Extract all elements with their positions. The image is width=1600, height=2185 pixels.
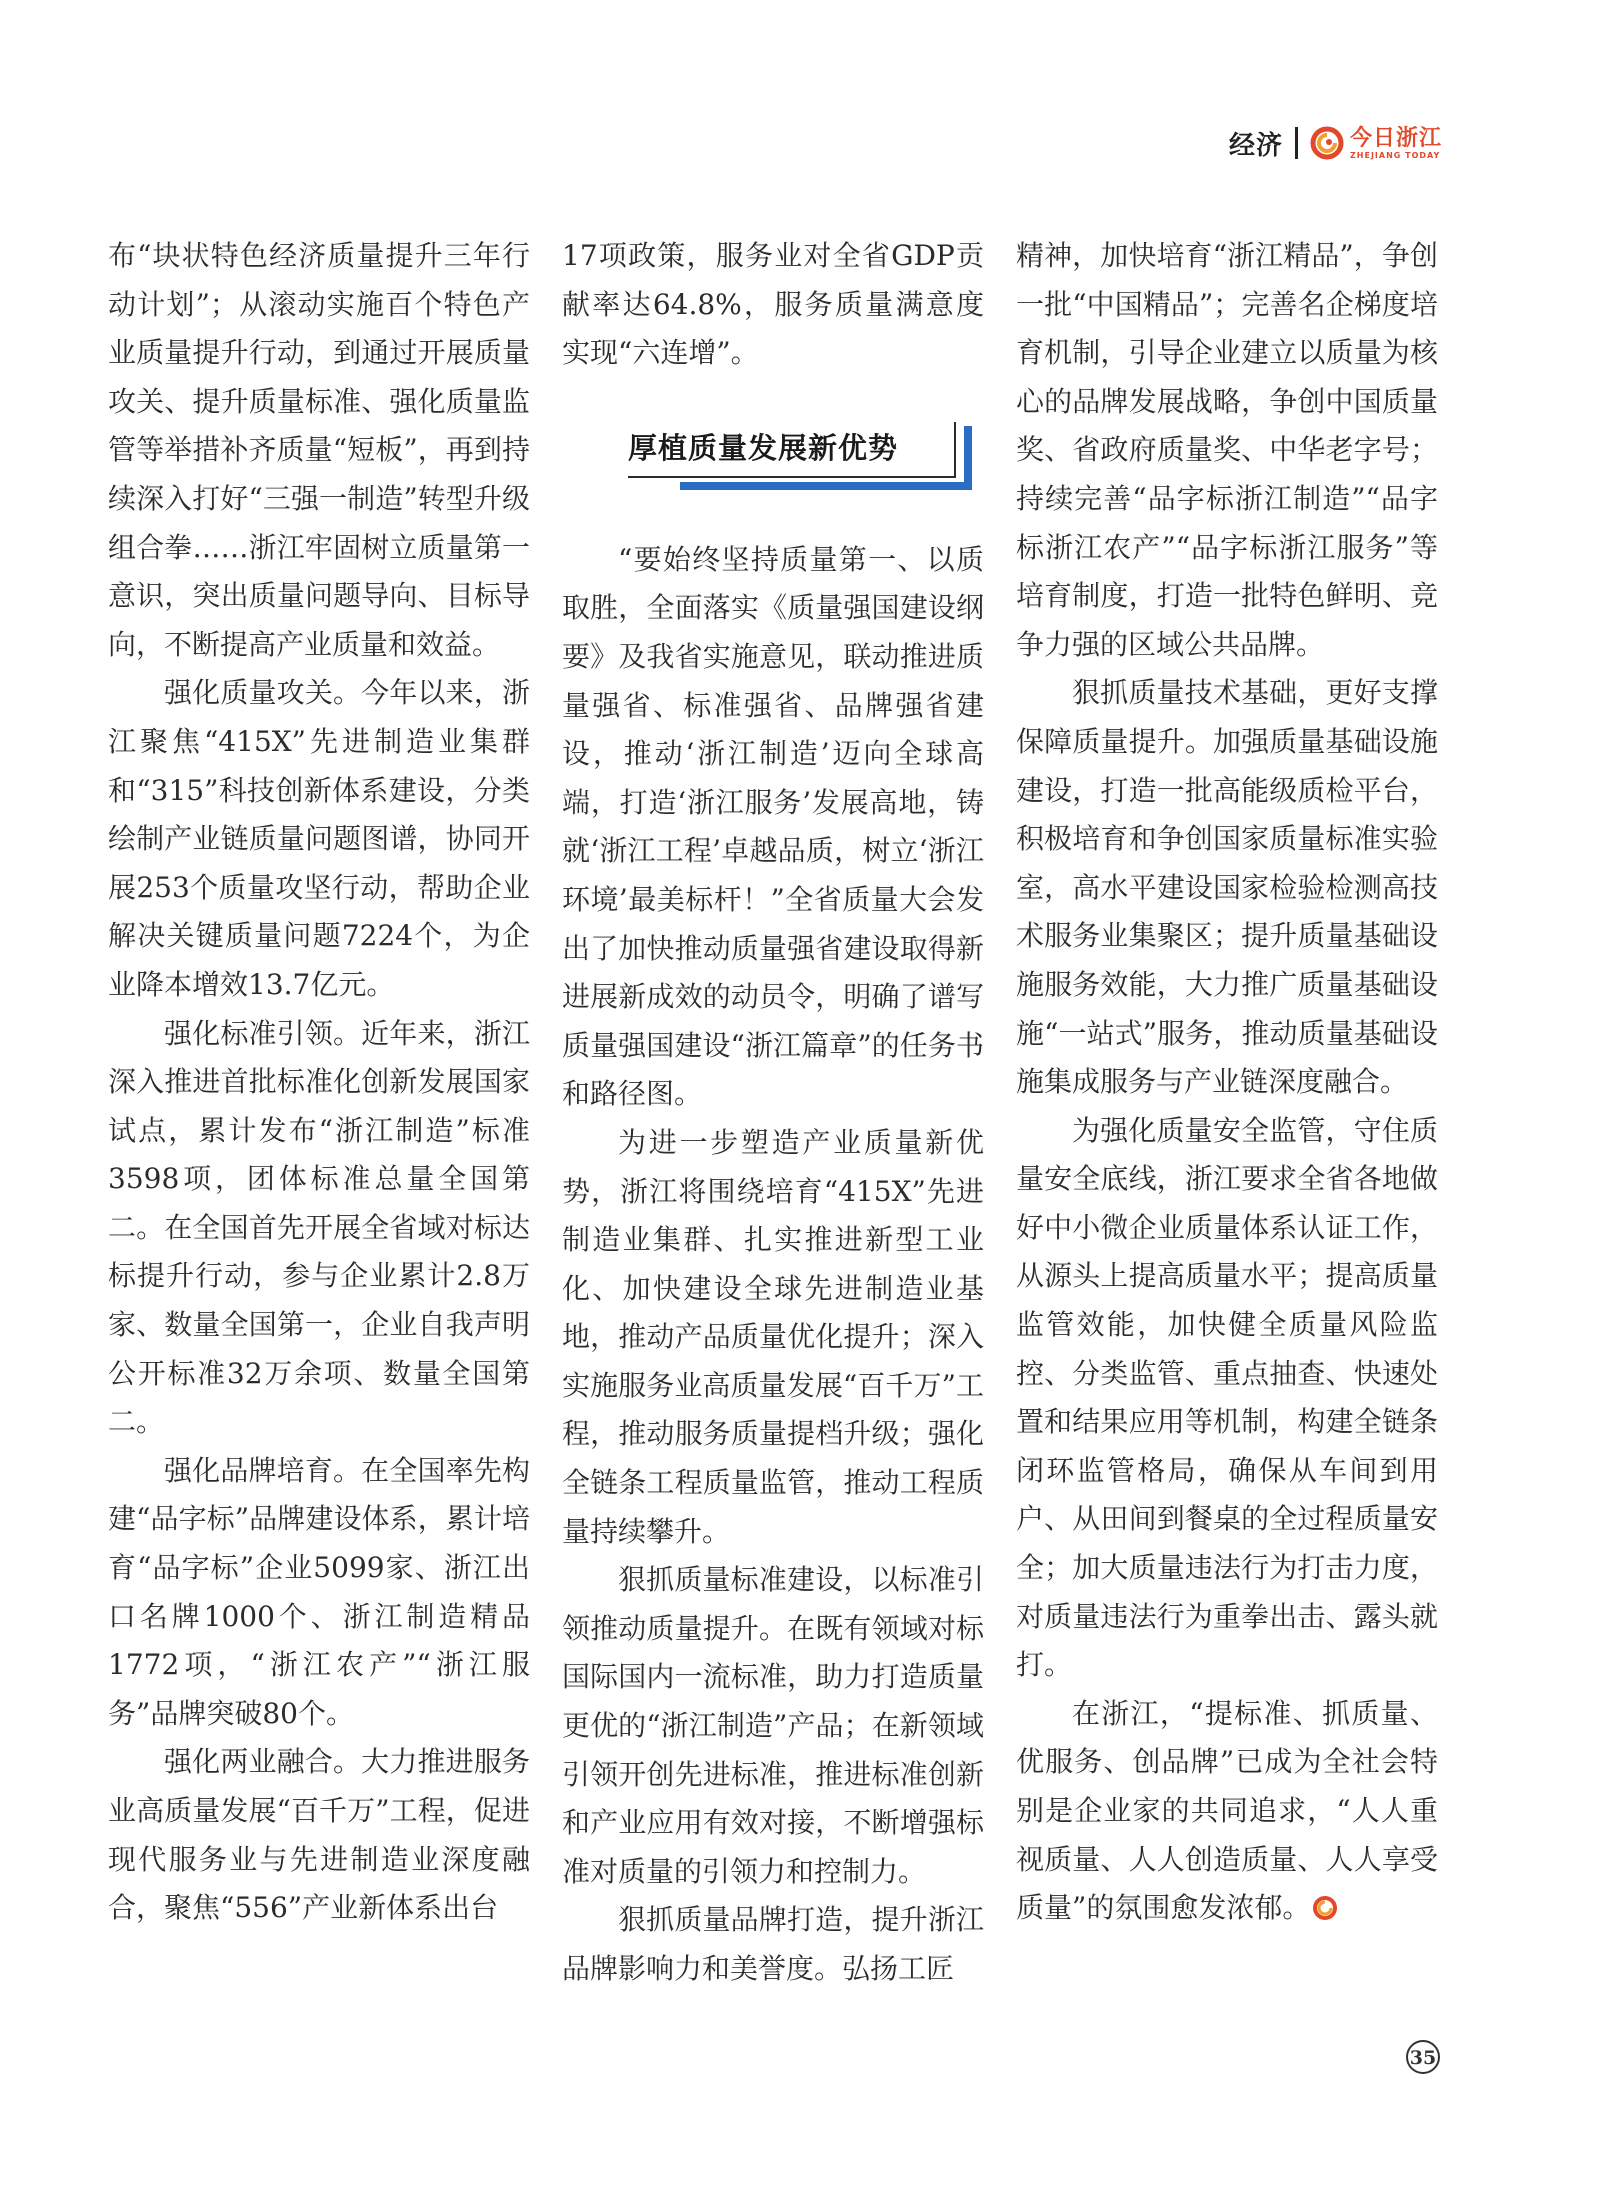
heading-tick: [954, 422, 956, 478]
header-divider: [1295, 127, 1298, 159]
brand-swirl-icon: [1310, 126, 1344, 160]
paragraph: 为进一步塑造产业质量新优势，浙江将围绕培育“415X”先进制造业集群、扎实推进新型工业化、加快建设全球先进制造业基地，推动产品质量优化提升；深入实施服务业高质量发展“百千万”工程，推动服务质量提档升级；强化全链条工程质量监管，推动工程质量持续攀升。: [562, 1125, 984, 1548]
article-column-1: [108, 232, 530, 1933]
article-end-mark-icon: [1312, 1895, 1338, 1921]
paragraph: 狠抓质量技术基础，更好支撑保障质量提升。加强质量基础设施建设，打造一批高能级质检平台，积极培育和争创国家质量标准实验室，高水平建设国家检验检测高技术服务业集聚区；提升质量基础设施服务效能，大力推广质量基础设施“一站式”服务，推动质量基础设施集成服务与产业链深度融合。: [1016, 676, 1438, 1099]
paragraph: 17项政策，服务业对全省GDP贡献率达64.8%，服务质量满意度实现“六连增”。: [562, 239, 984, 370]
paragraph: “要始终坚持质量第一、以质取胜，全面落实《质量强国建设纲要》及我省实施意见，联动推进质量强省、标准强省、品牌强省建设，推动‘浙江制造’迈向全球高端，打造‘浙江服务’发展高地，铸就‘浙江工程’卓越品质，树立‘浙江环境’最美标杆！”全省质量大会发出了加快推动质量强省建设取得新进展新成效的动员令，明确了谱写质量强国建设“浙江篇章”的任务书和路径图。: [562, 542, 984, 1111]
paragraph: 精神，加快培育“浙江精品”，争创一批“中国精品”；完善名企梯度培育机制，引导企业建立以质量为核心的品牌发展战略，争创中国质量奖、省政府质量奖、中华老字号；持续完善“品字标浙江制造”“品字标浙江农产”“品字标浙江服务”等培育制度，打造一批特色鲜明、竞争力强的区域公共品牌。: [1016, 239, 1438, 661]
paragraph-final: [1016, 1690, 1438, 1933]
section-heading: [562, 418, 984, 496]
brand-name: 今日浙江: [1349, 124, 1442, 151]
article-column-3: [1016, 232, 1438, 1933]
paragraph: 狠抓质量标准建设，以标准引领推动质量提升。在既有领域对标国际国内一流标准，助力打造质量更优的“浙江制造”产品；在新领域引领开创先进标准，推进标准创新和产业应用有效对接，不断增强标准对质量的引领力和控制力。: [562, 1563, 984, 1888]
paragraph: 狠抓质量品牌打造，提升浙江品牌影响力和美誉度。弘扬工匠: [562, 1903, 984, 1985]
page-header: [1229, 118, 1442, 168]
paragraph: 强化质量攻关。今年以来，浙江聚焦“415X”先进制造业集群和“315”科技创新体系建设，分类绘制产业链质量问题图谱，协同开展253个质量攻坚行动，帮助企业解决关键质量问题7224个，为企业降本增效13.7亿元。: [108, 676, 530, 1001]
paragraph: 布“块状特色经济质量提升三年行动计划”；从滚动实施百个特色产业质量提升行动，到通过开展质量攻关、提升质量标准、强化质量监管等举措补齐质量“短板”，再到持续深入打好“三强一制造”转型升级组合拳……浙江牢固树立质量第一意识，突出质量问题导向、目标导向，不断提高产业质量和效益。: [108, 239, 530, 661]
page-number-text: 35: [1409, 2047, 1437, 2069]
paragraph: 强化品牌培育。在全国率先构建“品字标”品牌建设体系，累计培育“品字标”企业5099家、浙江出口名牌1000个、浙江制造精品1772项，“浙江农产”“浙江服务”品牌突破80个。: [108, 1453, 530, 1730]
paragraph: 强化两业融合。大力推进服务业高质量发展“百千万”工程，促进现代服务业与先进制造业深度融合，聚焦“556”产业新体系出台: [108, 1745, 530, 1925]
section-heading-text: 厚植质量发展新优势: [628, 430, 899, 465]
section-label: 经济: [1228, 130, 1283, 161]
heading-underline: [628, 476, 954, 478]
paragraph: 强化标准引领。近年来，浙江深入推进首批标准化创新发展国家试点，累计发布“浙江制造”标准3598项，团体标准总量全国第二。在全国首先开展全省域对标达标提升行动，参与企业累计2.8万家、数量全国第一，企业自我声明公开标准32万余项、数量全国第二。: [108, 1016, 530, 1439]
paragraph: 为强化质量安全监管，守住质量安全底线，浙江要求全省各地做好中小微企业质量体系认证工作，从源头上提高质量水平；提高质量监管效能，加快健全质量风险监控、分类监管、重点抽查、快速处置和结果应用等机制，构建全链条闭环监管格局，确保从车间到用户、从田间到餐桌的全过程质量安全；加大质量违法行为打击力度，对质量违法行为重拳出击、露头就打。: [1016, 1113, 1438, 1682]
paragraph-final-text: 在浙江，“提标准、抓质量、优服务、创品牌”已成为全社会特别是企业家的共同追求，“人人重视质量、人人创造质量、人人享受质量”的氛围愈发浓郁。: [1016, 1696, 1438, 1925]
heading-accent-bar-vertical: [964, 426, 972, 490]
brand-logo: [1310, 126, 1442, 160]
brand-name-en: ZHEJIANG TODAY: [1349, 150, 1441, 160]
article-column-2: [562, 232, 984, 1994]
page-number: [1404, 2038, 1442, 2076]
heading-accent-bar: [680, 482, 972, 490]
